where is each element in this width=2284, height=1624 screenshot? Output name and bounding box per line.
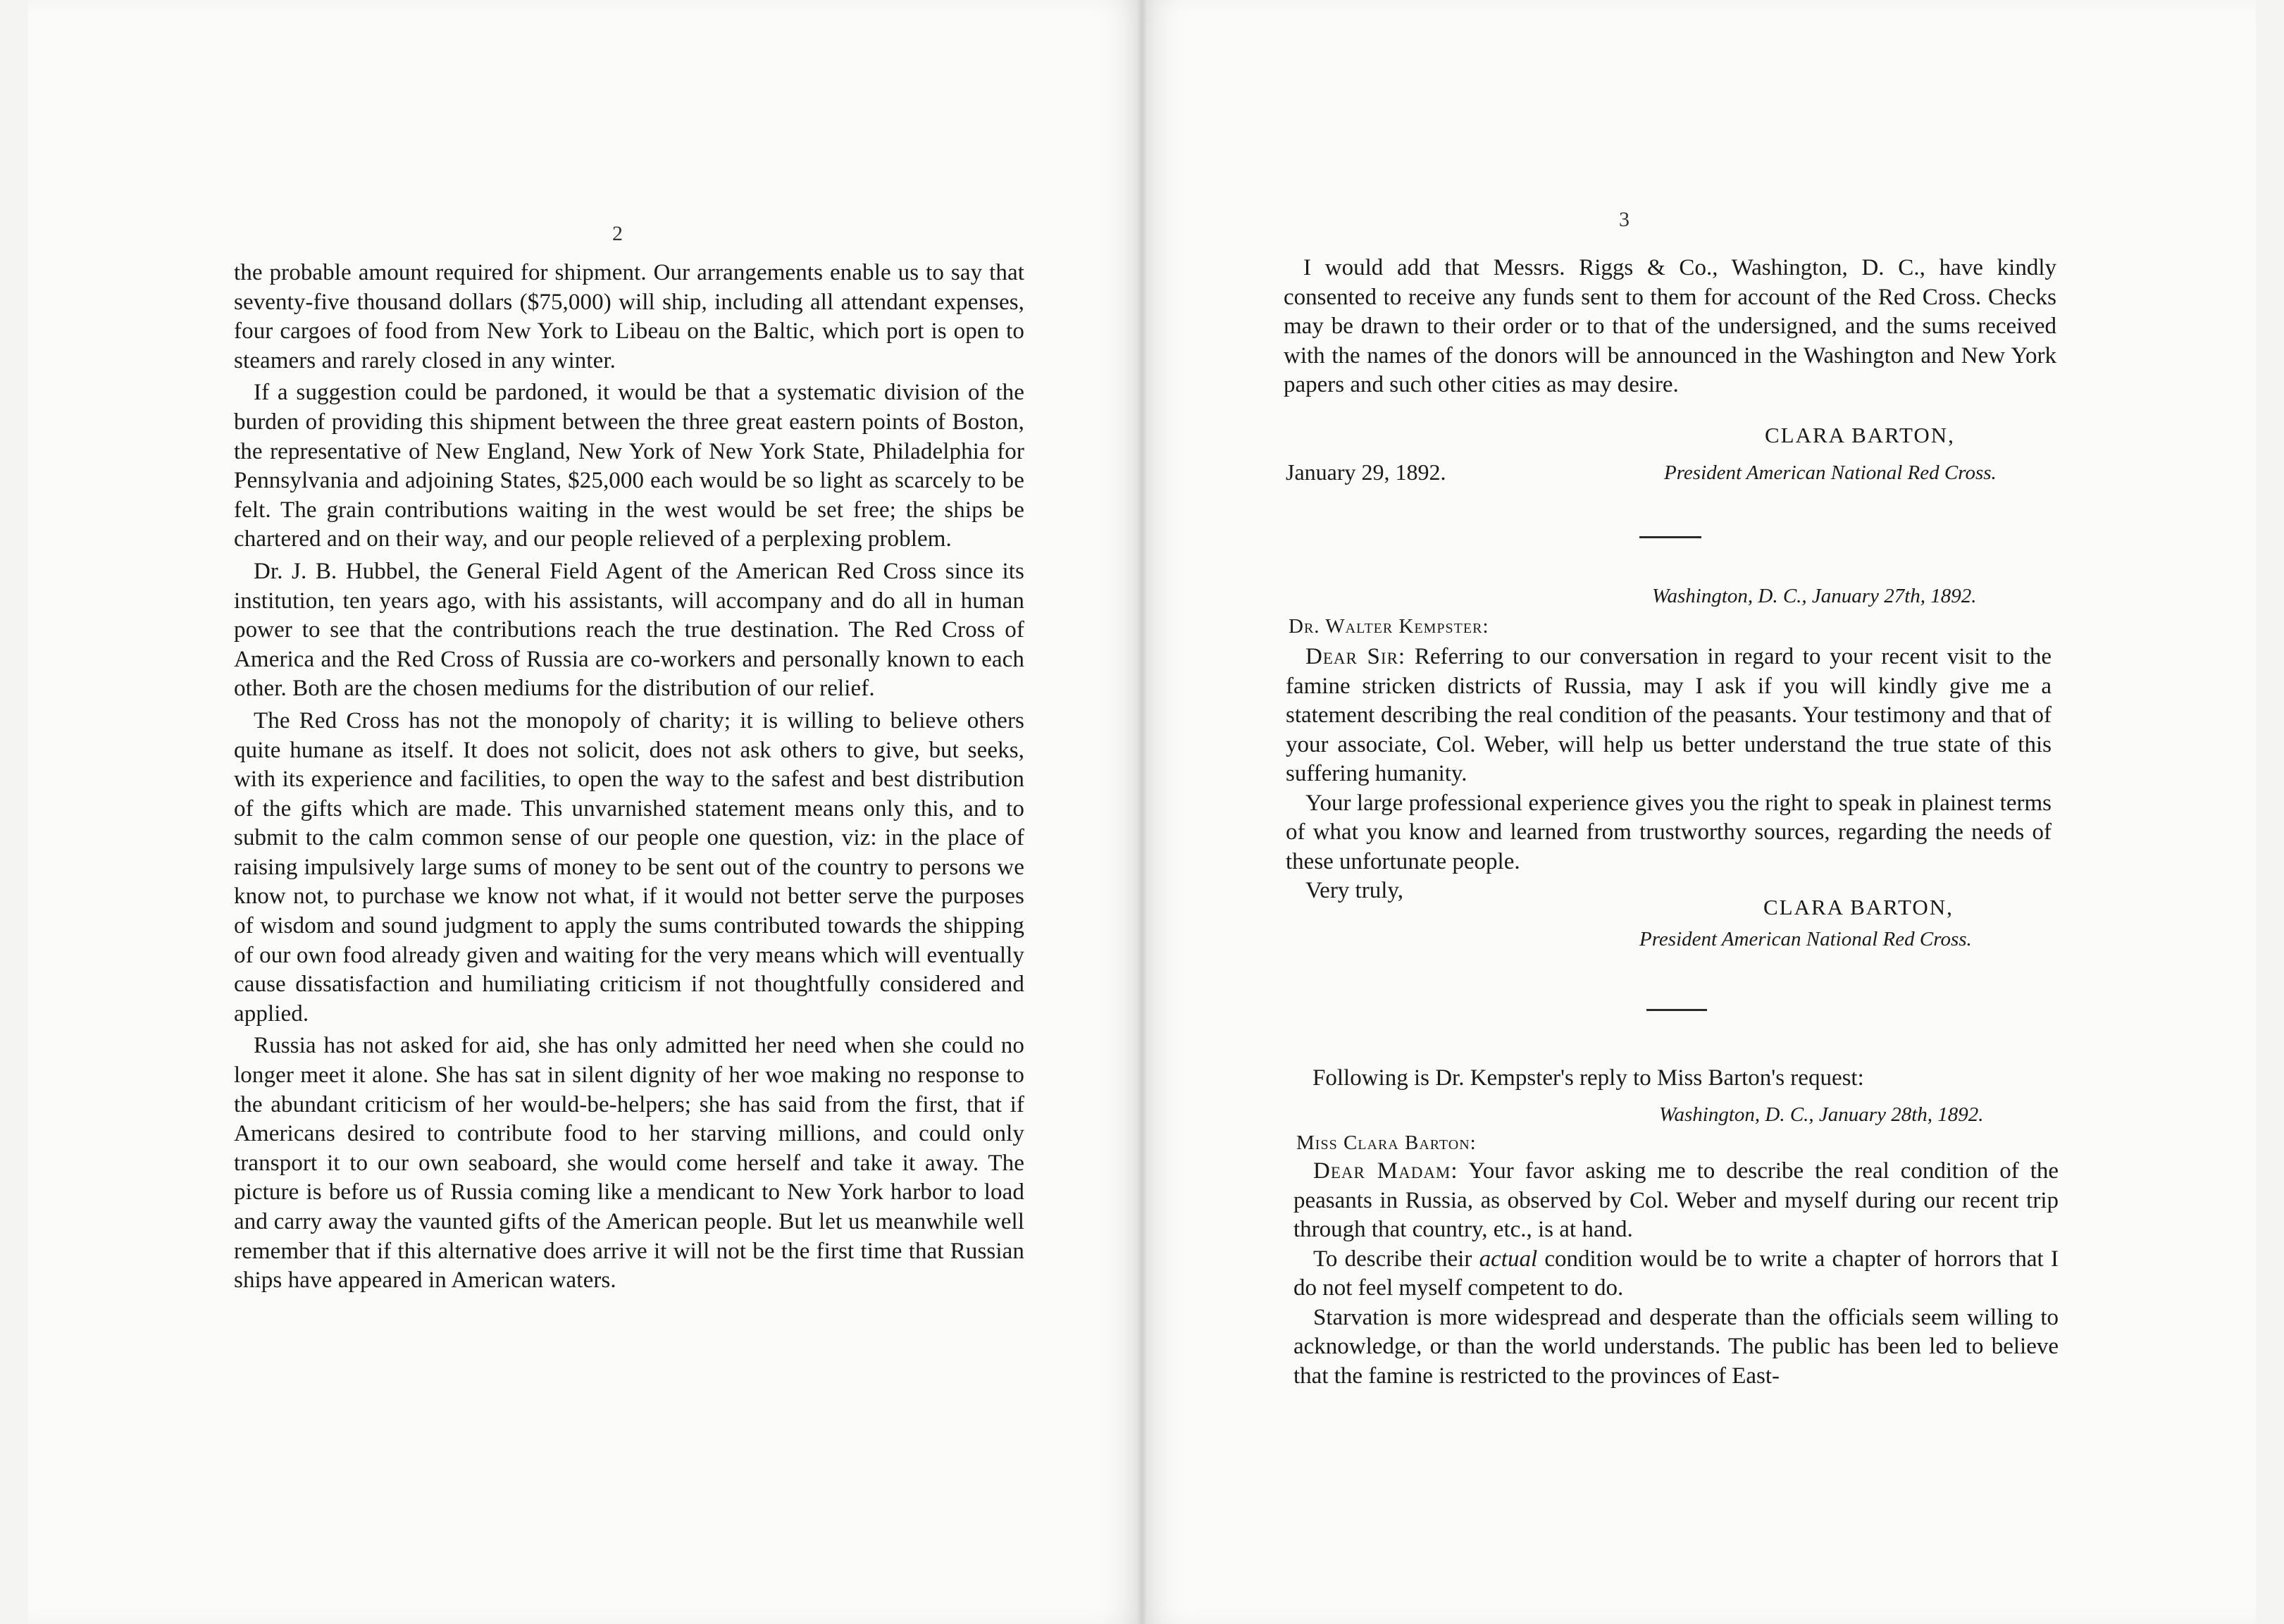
- paragraph: Dear Sir: Referring to our conversation in regard to your recent visit to the famine stricken districts of Russia, may I ask if you will kindly give me a statement describing the real condition of the peasants. Your testimony and that of your associate, Col. Weber, will help us better understand the true state of this suffering humanity.: [1286, 644, 2052, 786]
- paragraph: Following is Dr. Kempster's reply to Miss Barton's request:: [1312, 1065, 1864, 1091]
- paragraph: If a suggestion could be pardoned, it would be that a systematic division of the burden of providing this shipment between the three great eastern points of Boston, the representative of New England, New York of New York State, Philadelphia for Pennsylvania and adjoining States, $25,000 each would be so light as scarcely to be felt. The grain contributions waiting in the west would be set free; the ships be chartered and on their way, and our people relieved of a perplexing problem.: [234, 380, 1024, 552]
- paragraph: Dr. J. B. Hubbel, the General Field Agent of the American Red Cross since its institution, ten years ago, with his assistants, will accompany and do all in human power to see that the contributions reach the true destination. The Red Cross of America and the Red Cross of Russia are co-workers and personally known to each other. Both are the chosen mediums for the distribution of our relief.: [234, 558, 1024, 702]
- paragraph: Russia has not asked for aid, she has only admitted her need when she could no longer meet it alone. She has sat in silent dignity of her woe making no response to the abundant criticism of her would-be-helpers; she has said from the first, that if Americans desired to contribute food to her starving millions, and could only transport it to our own seaboard, she would come herself and take it away. The picture is before us of Russia coming like a mendicant to New York harbor to load and carry away the vaunted gifts of the American people. But let us meanwhile well remember that if this alternative does arrive it will not be the first time that Russian ships have appeared in American waters.: [234, 1033, 1024, 1294]
- signature-name: CLARA BARTON,: [1765, 423, 1955, 447]
- paragraph: I would add that Messrs. Riggs & Co., Washington, D. C., have kindly consented to receive any funds sent to them for account of the Red Cross. Checks may be drawn to their order or to that of the undersigned, and the sums received with the names of the donors will be announced in the Washington and New York papers and such other cities as may desire.: [1284, 255, 2056, 397]
- letter-dateline: Washington, D. C., January 28th, 1892.: [1659, 1103, 1984, 1126]
- letter-one-body: [1286, 643, 2052, 906]
- paragraph: the probable amount required for shipment. Our arrangements enable us to say that seventy-five thousand dollars ($75,000) will ship, including all attendant expenses, four cargoes of food from New York to Libeau on the Baltic, which port is open to steamers and rarely closed in any winter.: [234, 260, 1024, 373]
- paragraph: To describe their actual condition would be to write a chapter of horrors that I do not feel myself competent to do.: [1293, 1246, 2059, 1301]
- signature-title: President American National Red Cross.: [1639, 928, 1972, 950]
- right-page: [1146, 0, 2256, 1624]
- section-divider: [1639, 536, 1701, 538]
- letter-two-body: [1293, 1157, 2059, 1391]
- right-page-number: 3: [1619, 208, 1630, 231]
- letter-closing: Very truly,: [1305, 878, 1403, 903]
- letter-date: January 29, 1892.: [1286, 459, 1446, 485]
- left-page-text: [234, 259, 1024, 1298]
- signature-title: President American National Red Cross.: [1664, 461, 1997, 484]
- letter-salutation: Dear Madam:: [1313, 1158, 1458, 1184]
- left-page: [28, 0, 1138, 1624]
- left-page-number: 2: [612, 222, 623, 245]
- paragraph: The Red Cross has not the monopoly of charity; it is willing to believe others quite humane as itself. It does not solicit, does not ask others to give, but seeks, with its experience and facilities, to open the way to the safest and best distribution of the gifts which are made. This unvarnished statement means only this, and to submit to the calm common sense of our people one question, viz: in the place of raising impulsively large sums of money to be sent out of the country to persons we know not, to purchase we know not what, if it would not better serve the purposes of wisdom and sound judgment to apply the sums contributed towards the shipping of our own food already given and waiting for the very means which will eventually cause dissatisfaction and humiliating criticism if not thoughtfully considered and applied.: [234, 707, 1024, 1027]
- letter-salutation: Dear Sir:: [1305, 644, 1406, 669]
- letter-addressee: Dr. Walter Kempster:: [1289, 615, 1489, 638]
- paragraph: Dear Madam: Your favor asking me to describe the real condition of the peasants in Russia, as observed by Col. Weber and myself during our recent trip through that country, etc., is at hand.: [1293, 1158, 2059, 1242]
- reply-intro: [1312, 1064, 2059, 1093]
- paragraph: Your large professional experience gives you the right to speak in plainest terms of what you know and learned from trustworthy sources, regarding the needs of these unfortunate people.: [1286, 790, 2052, 874]
- paragraph: Starvation is more widespread and desperate than the officials seem willing to acknowledge, or than the world understands. The public has been led to believe that the famine is restricted to the provinces of East-: [1293, 1304, 2059, 1389]
- letter-dateline: Washington, D. C., January 27th, 1892.: [1652, 585, 1977, 607]
- section-divider: [1646, 1009, 1707, 1011]
- riggs-paragraph: [1284, 254, 2056, 400]
- signature-name: CLARA BARTON,: [1763, 895, 1954, 919]
- letter-addressee: Miss Clara Barton:: [1296, 1132, 1477, 1154]
